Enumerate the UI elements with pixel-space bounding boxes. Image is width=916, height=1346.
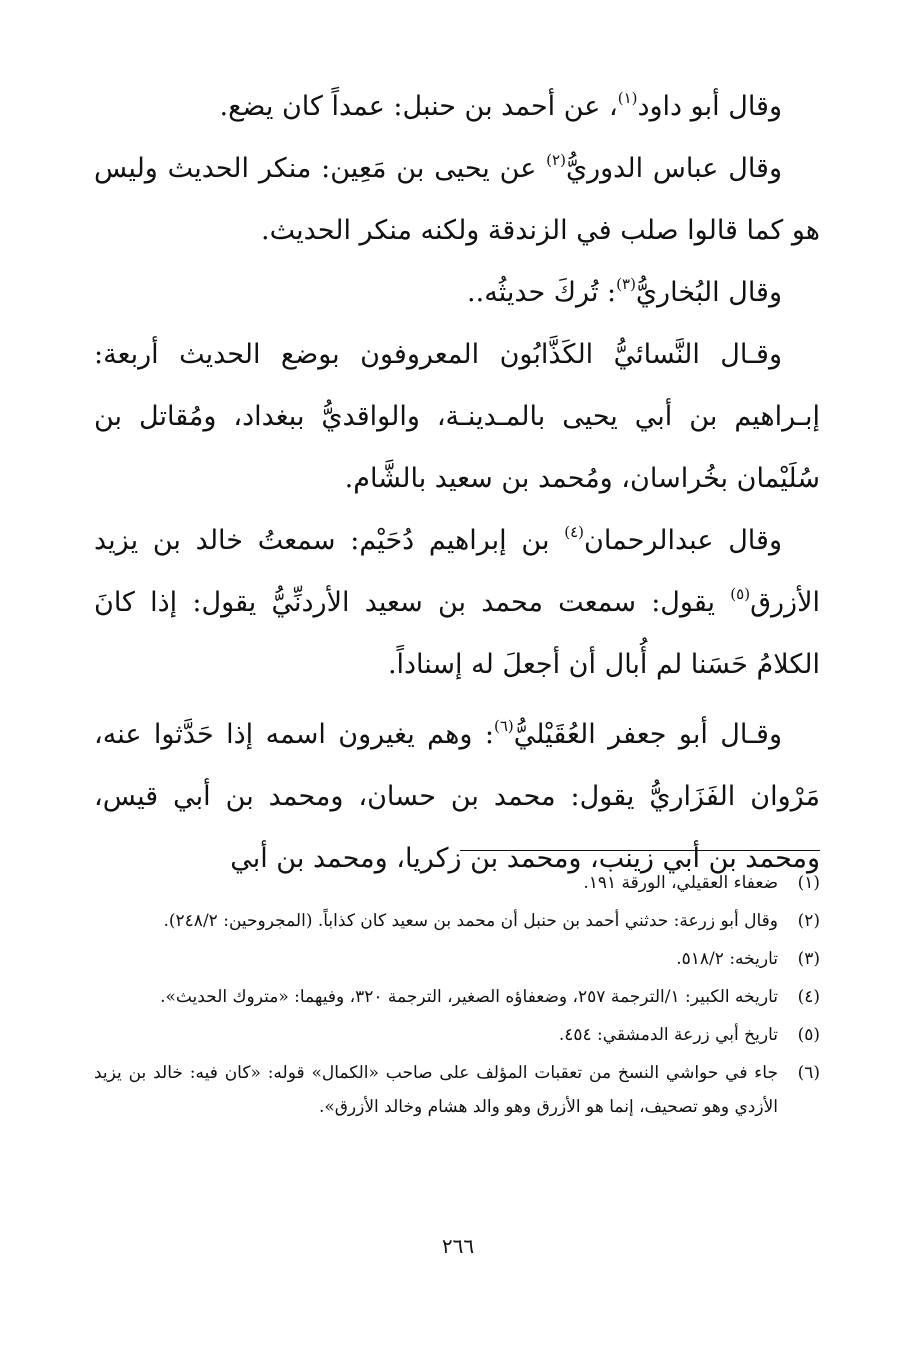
- paragraph-text: بن إبراهيم دُحَيْم: سمعتُ خالد بن يزيد الأزرق: [94, 525, 820, 618]
- paragraph-text: وقال عباس الدوريُّ: [565, 153, 782, 184]
- paragraph: [94, 704, 820, 890]
- footnote-number: (٢): [797, 911, 820, 931]
- footnote-text: وقال أبو زرعة: حدثني أحمد بن حنبل أن محمد بن سعيد كان كذاباً. (المجروحين: ٢٤٨/٢).: [163, 911, 778, 931]
- footnote-divider: [460, 850, 820, 851]
- footnote-ref[interactable]: (٢): [546, 151, 566, 169]
- paragraph-text: يقول: سمعت محمد بن سعيد الأردنِّيُّ يقول: إذا كانَ الكلامُ حَسَنا لم أُبال أن أجعلَ له إسناداً.: [94, 587, 820, 680]
- footnote: [94, 1018, 820, 1052]
- footnote-number: (٣): [797, 949, 820, 969]
- footnote-ref[interactable]: (٣): [616, 275, 636, 293]
- footnote-text: جاء في حواشي النسخ من تعقبات المؤلف على صاحب «الكمال» قوله: «كان فيه: خالد بن يزيد الأزدي وهو تصحيف، إنما هو الأزرق وهو والد هشام وخالد الأزرق».: [94, 1063, 778, 1117]
- footnote: [94, 1056, 820, 1124]
- paragraph-text: وقال أبو داود: [637, 91, 782, 122]
- footnote-number: (٥): [797, 1025, 820, 1045]
- paragraph-text: : وهم يغيرون اسمه إذا حَدَّثوا عنه، مَرْوان الفَزَاريُّ يقول: محمد بن حسان، ومحمد بن أبي قيس، ومحمد بن أبي زينب، ومحمد بن زكريا، ومحمد بن أبي: [94, 719, 820, 874]
- footnote: [94, 866, 820, 900]
- paragraph-text: ، عن أحمد بن حنبل: عمداً كان يضع.: [219, 91, 618, 122]
- paragraph-text: وقال البُخاريُّ: [635, 277, 782, 308]
- paragraph: [94, 510, 820, 696]
- footnote-number: (٤): [797, 987, 820, 1007]
- paragraph-text: وقـال النَّسائيُّ الكَذَّابُون المعروفون بوضع الحديث أربعة: إبـراهيم بن أبي يحيى بالمـدينـة، والواقديُّ ببغداد، ومُقاتل بن سُلَيْمان بخُراسان، ومُحمد بن سعيد بالشَّام.: [94, 339, 820, 494]
- footnote-ref[interactable]: (٥): [730, 585, 751, 603]
- paragraph-text: وقـال أبو جعفر العُقَيْليُّ: [513, 719, 782, 750]
- paragraph-text: وقال عبدالرحمان: [584, 525, 782, 556]
- paragraph: [94, 76, 820, 138]
- footnote-ref[interactable]: (١): [617, 89, 638, 107]
- footnote-number: (٦): [797, 1063, 820, 1083]
- footnotes: [94, 866, 820, 1128]
- main-text: [94, 76, 820, 890]
- footnote-ref[interactable]: (٤): [564, 523, 585, 541]
- paragraph: [94, 324, 820, 510]
- footnote: [94, 904, 820, 938]
- footnote-text: تاريخ أبي زرعة الدمشقي: ٤٥٤.: [558, 1025, 778, 1045]
- footnote: [94, 980, 820, 1014]
- paragraph-text: : تُركَ حديثُه..: [467, 277, 617, 308]
- footnote-number: (١): [797, 873, 820, 893]
- page-number: ٢٦٦: [441, 1234, 475, 1258]
- footnote-text: تاريخه: ٥١٨/٢.: [676, 949, 778, 969]
- paragraph: [94, 138, 820, 262]
- paragraph-text: عن يحيى بن مَعِين: منكر الحديث وليس هو كما قالوا صلب في الزندقة ولكنه منكر الحديث.: [94, 153, 820, 246]
- paragraph: [94, 262, 820, 324]
- footnote-ref[interactable]: (٦): [493, 717, 514, 735]
- footnote-text: ضعفاء العقيلي، الورقة ١٩١.: [583, 873, 778, 893]
- footnote: [94, 942, 820, 976]
- footnote-text: تاريخه الكبير: ١/الترجمة ٢٥٧، وضعفاؤه الصغير، الترجمة ٣٢٠، وفيهما: «متروك الحديث».: [160, 987, 778, 1007]
